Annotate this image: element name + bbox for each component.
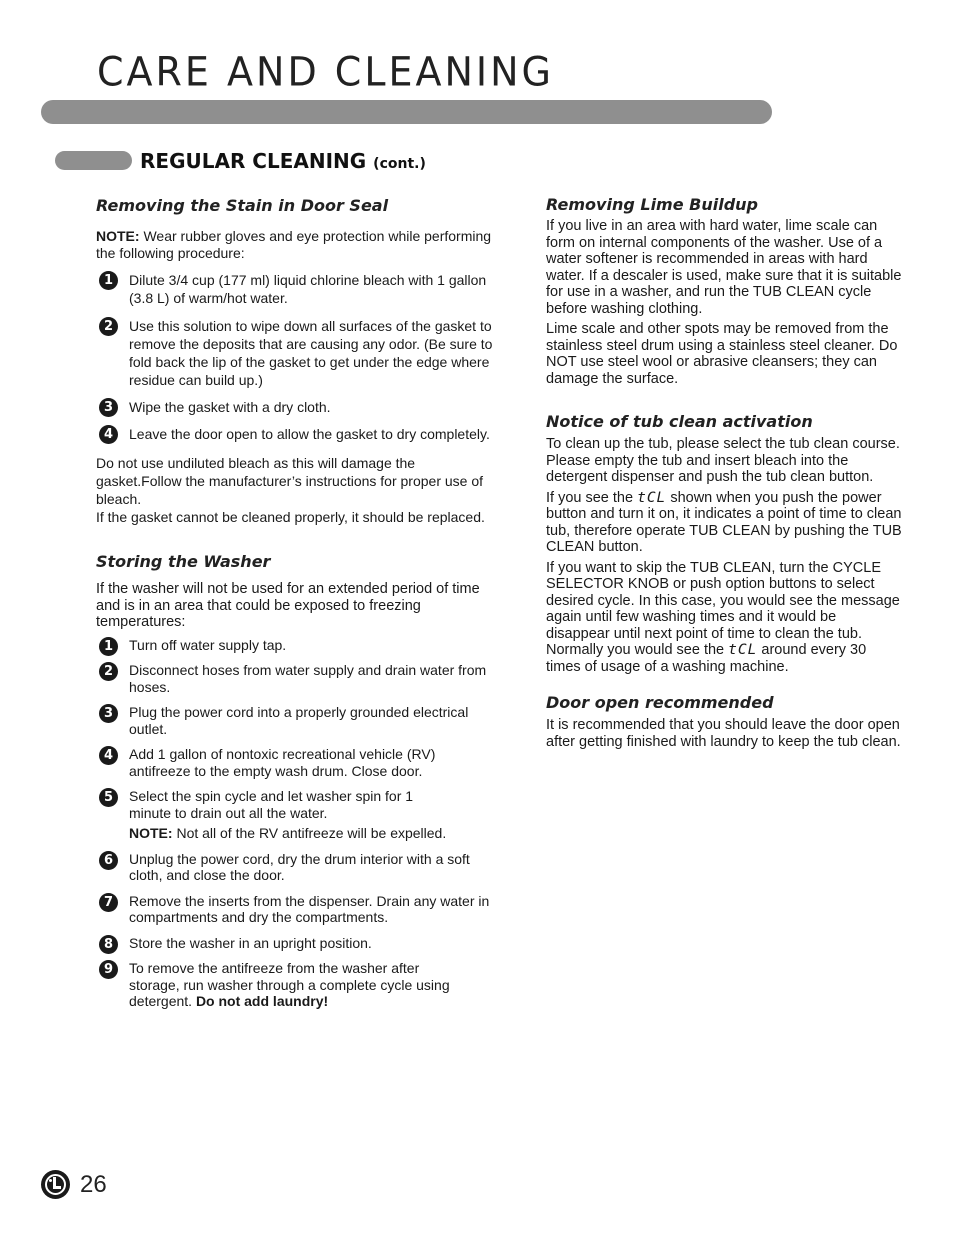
step-number: 5 xyxy=(99,788,118,807)
step-number: 4 xyxy=(99,425,118,444)
step-note: NOTE: Not all of the RV antifreeze will be expelled. xyxy=(129,825,447,841)
list-item xyxy=(96,398,496,416)
list-item xyxy=(96,851,496,884)
list-item xyxy=(96,893,496,926)
list-item xyxy=(96,746,496,779)
list-item xyxy=(96,935,496,952)
step-text: Wipe the gasket with a dry cloth. xyxy=(129,399,331,415)
lime-paragraph-2: Lime scale and other spots may be removed from the stainless steel drum using a stainless steel cleaner. Do NOT use steel wool or abrasive cleansers; they can damage the surface. xyxy=(546,321,898,387)
page-number: 26 xyxy=(80,1171,107,1198)
section-title-text: REGULAR CLEANING xyxy=(140,149,367,173)
tub-clean-paragraph-2: If you see the tCL shown when you push the power button and turn it on, it indicates a point of time to clean tub, therefore operate TUB CLEAN by pushing the TUB CLEAN button. xyxy=(546,489,902,555)
right-column xyxy=(546,195,902,750)
step-number: 7 xyxy=(99,893,118,912)
left-column xyxy=(96,196,496,1010)
lime-paragraph-1: If you live in an area with hard water, lime scale can form on internal components of the washer. Use of a water softener is recommended in areas with hard water. If a descaler is used, make sure that it is suitable for use in a washer, and run the TUB CLEAN cycle before washing clothing. xyxy=(546,218,902,317)
step-number: 4 xyxy=(99,746,118,765)
storing-intro: If the washer will not be used for an extended period of time and is in an area that could be exposed to freezing temperatures: xyxy=(96,581,480,630)
tub-clean-paragraph-1: To clean up the tub, please select the tub clean course. Please empty the tub and insert bleach into the detergent dispenser and push the tub clean button. xyxy=(546,436,900,485)
tcl-display-code: tCL xyxy=(728,642,758,658)
step-text: Store the washer in an upright position. xyxy=(129,934,372,951)
list-item xyxy=(96,425,496,443)
step-text: Dilute 3/4 cup (177 ml) liquid chlorine bleach with 1 gallon (3.8 L) of warm/hot water. xyxy=(129,272,487,306)
tcl-display-code: tCL xyxy=(637,489,667,506)
step-text: To remove the antifreeze from the washer after storage, run washer through a complete cycle using detergent. Do not add laundry! xyxy=(129,960,450,1009)
list-item xyxy=(96,317,496,389)
list-item xyxy=(96,788,496,842)
step-number: 3 xyxy=(99,704,118,723)
door-seal-heading: Removing the Stain in Door Seal xyxy=(96,196,389,215)
step-text: Disconnect hoses from water supply and drain water from hoses. xyxy=(129,662,487,695)
tub-clean-paragraph-3: If you want to skip the TUB CLEAN, turn the CYCLE SELECTOR KNOB or push option buttons to select desired cycle. In this case, you would see the message again until few washing times and it would be disappear until next point of time to clean the tub. Normally you would see the tCL around every 30 times of usage of a washing machine. xyxy=(546,559,900,675)
step-number: 6 xyxy=(99,851,118,870)
step-number: 8 xyxy=(99,935,118,954)
section-title xyxy=(140,149,426,173)
storing-heading: Storing the Washer xyxy=(96,552,271,571)
step-number: 1 xyxy=(99,637,118,656)
lg-logo-icon xyxy=(41,1170,70,1199)
lime-heading: Removing Lime Buildup xyxy=(546,195,758,214)
step-text: Add 1 gallon of nontoxic recreational vehicle (RV) antifreeze to the empty wash drum. Close door. xyxy=(129,746,436,779)
replace-note: If the gasket cannot be cleaned properly, it should be replaced. xyxy=(96,509,485,525)
page-title: CARE AND CLEANING xyxy=(97,48,554,96)
step-text: Unplug the power cord, dry the drum interior with a soft cloth, and close the door. xyxy=(129,850,470,883)
step-text: Turn off water supply tap. xyxy=(129,636,287,653)
list-item xyxy=(96,704,496,737)
door-open-heading: Door open recommended xyxy=(546,693,774,712)
step-text: Select the spin cycle and let washer spin for 1 minute to drain out all the water. xyxy=(129,788,414,821)
bleach-warning: Do not use undiluted bleach as this will damage the gasket.Follow the manufacturer’s instructions for proper use of bleach. xyxy=(96,455,484,507)
list-item xyxy=(96,662,496,695)
tub-clean-heading: Notice of tub clean activation xyxy=(546,412,813,431)
title-bar xyxy=(41,100,772,124)
step-text: Leave the door open to allow the gasket to dry completely. xyxy=(129,426,490,442)
step-text: Use this solution to wipe down all surfaces of the gasket to remove the deposits that are causing any odor. (Be sure to fold back the lip of the gasket to get under the edge where residue can build up.) xyxy=(129,318,493,388)
list-item xyxy=(96,960,496,1010)
section-pill xyxy=(55,151,132,170)
step-number: 3 xyxy=(99,398,118,417)
list-item xyxy=(96,637,496,654)
step-number: 1 xyxy=(99,271,118,290)
step-text: Remove the inserts from the dispenser. Drain any water in compartments and dry the compartments. xyxy=(129,892,490,925)
list-item xyxy=(96,271,496,307)
door-open-paragraph: It is recommended that you should leave the door open after getting finished with laundry to keep the tub clean. xyxy=(546,717,901,750)
step-number: 2 xyxy=(99,662,118,681)
step-number: 2 xyxy=(99,317,118,336)
step-number: 9 xyxy=(99,960,118,979)
step-text: Plug the power cord into a properly grounded electrical outlet. xyxy=(129,704,469,737)
section-title-cont: (cont.) xyxy=(373,156,426,172)
door-seal-note: NOTE: Wear rubber gloves and eye protection while performing the following procedure: xyxy=(96,228,492,261)
